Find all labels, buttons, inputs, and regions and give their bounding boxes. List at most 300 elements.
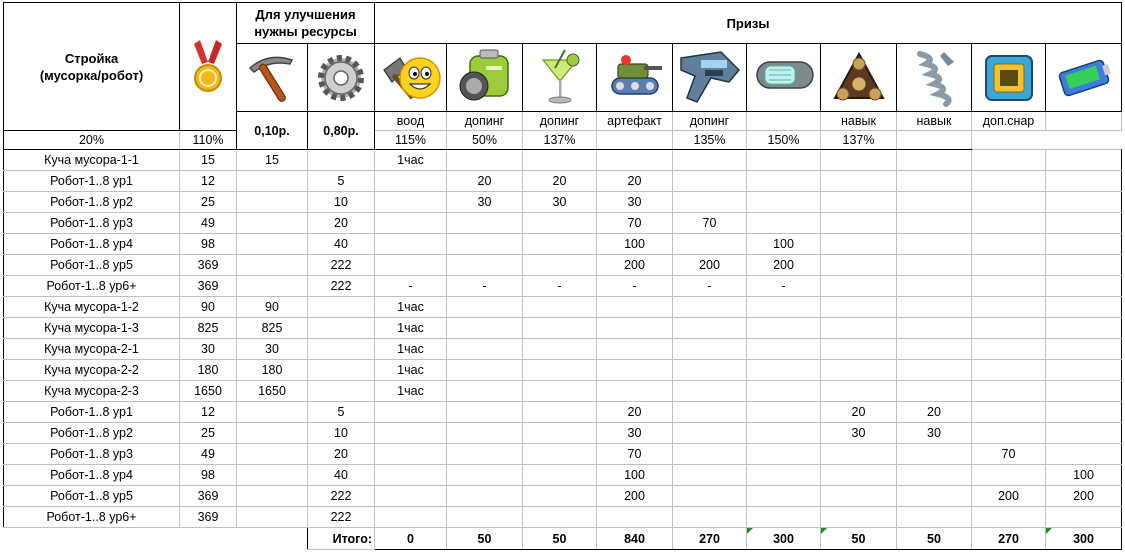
prize-value-cell: 70 (597, 213, 673, 234)
prize-value-cell (747, 297, 821, 318)
total-value-10: 300 (1046, 528, 1122, 550)
prize-value-cell (597, 360, 673, 381)
building-name-cell: Робот-1..8 ур5 (4, 255, 180, 276)
prize-value-cell (1046, 234, 1122, 255)
prize-value-cell (673, 192, 747, 213)
prize-value-cell (1046, 318, 1122, 339)
prize-value-cell (972, 318, 1046, 339)
prize-value-cell: 100 (597, 234, 673, 255)
prize-value-cell (447, 255, 523, 276)
prize-value-cell: - (375, 276, 447, 297)
prize-value-cell (897, 339, 972, 360)
prize-value-cell (1046, 192, 1122, 213)
resource-1-cell (237, 171, 308, 192)
table-row (4, 192, 1122, 213)
resource-1-cell (237, 234, 308, 255)
prize-value-cell (673, 507, 747, 528)
spreadsheet (3, 2, 1122, 550)
prize-value-cell: - (597, 276, 673, 297)
table-row (4, 297, 1122, 318)
price-resource-1: 0,10р. (237, 112, 308, 150)
prize-value-cell (447, 486, 523, 507)
resource-1-cell (237, 465, 308, 486)
prize-value-cell (821, 318, 897, 339)
cost-cell: 49 (180, 213, 237, 234)
building-name-cell: Куча мусора-1-3 (4, 318, 180, 339)
prize-value-cell (897, 234, 972, 255)
prize-value-cell (821, 255, 897, 276)
table-row (4, 318, 1122, 339)
prize-value-cell (972, 213, 1046, 234)
prize-value-cell: 200 (747, 255, 821, 276)
prize-value-cell (597, 318, 673, 339)
table-row (4, 234, 1122, 255)
prize-value-cell (821, 465, 897, 486)
resource-1-cell: 15 (237, 150, 308, 171)
prize-value-cell (523, 339, 597, 360)
prize-value-cell (673, 360, 747, 381)
building-name-cell: Робот-1..8 ур4 (4, 465, 180, 486)
table-row (4, 465, 1122, 486)
prize-value-cell (673, 402, 747, 423)
total-value-2: 50 (447, 528, 523, 550)
prize-value-cell: 30 (523, 192, 597, 213)
prize-name-8: навык (897, 112, 972, 131)
cost-cell: 1650 (180, 381, 237, 402)
prize-pct-2: 110% (180, 131, 237, 150)
resource-2-cell: 222 (308, 255, 375, 276)
prize-value-cell (673, 339, 747, 360)
prize-value-cell (821, 381, 897, 402)
prize-value-cell: 30 (597, 192, 673, 213)
building-name-cell: Робот-1..8 ур3 (4, 213, 180, 234)
prize-value-cell (897, 297, 972, 318)
building-name-cell: Робот-1..8 ур1 (4, 402, 180, 423)
prize-value-cell (897, 465, 972, 486)
resource-1-cell (237, 192, 308, 213)
resource-2-cell (308, 150, 375, 171)
prize-value-cell (747, 318, 821, 339)
prize-value-cell (1046, 507, 1122, 528)
prize-value-cell (597, 381, 673, 402)
resource-1-cell (237, 255, 308, 276)
prize-value-cell (747, 423, 821, 444)
prize-value-cell (897, 213, 972, 234)
prize-icon-cell-8 (897, 44, 972, 112)
table-row (4, 213, 1122, 234)
prize-value-cell (747, 360, 821, 381)
prize-name-5: допинг (673, 112, 747, 131)
prize-value-cell: 200 (1046, 486, 1122, 507)
prize-value-cell (897, 192, 972, 213)
prize-value-cell (375, 423, 447, 444)
prize-value-cell (447, 318, 523, 339)
resource-2-cell: 10 (308, 423, 375, 444)
prize-icon-cell-4 (597, 44, 673, 112)
prize-value-cell (972, 423, 1046, 444)
total-value-5: 270 (673, 528, 747, 550)
building-name-cell: Робот-1..8 ур2 (4, 192, 180, 213)
prize-pct-1: 20% (4, 131, 180, 150)
prize-icon-cell-3 (523, 44, 597, 112)
prize-value-cell (972, 360, 1046, 381)
prize-value-cell (821, 150, 897, 171)
prize-value-cell (897, 360, 972, 381)
resource-2-cell: 5 (308, 171, 375, 192)
total-value-4: 840 (597, 528, 673, 550)
prize-value-cell (897, 381, 972, 402)
total-value-7: 50 (821, 528, 897, 550)
prize-value-cell (747, 381, 821, 402)
building-name-cell: Робот-1..8 ур4 (4, 234, 180, 255)
prize-value-cell (972, 381, 1046, 402)
total-value-9: 270 (972, 528, 1046, 550)
prize-value-cell (375, 465, 447, 486)
building-name-cell: Робот-1..8 ур6+ (4, 507, 180, 528)
table-row (4, 339, 1122, 360)
resource-1-cell (237, 213, 308, 234)
prize-value-cell (523, 507, 597, 528)
prize-value-cell (972, 297, 1046, 318)
prize-name-6 (747, 112, 821, 131)
prize-value-cell (821, 339, 897, 360)
resource-2-cell: 20 (308, 213, 375, 234)
prize-value-cell (447, 444, 523, 465)
resource-2-cell: 222 (308, 486, 375, 507)
prize-table (3, 2, 1122, 550)
prize-value-cell: 1час (375, 339, 447, 360)
prize-value-cell (897, 276, 972, 297)
prize-value-cell (747, 486, 821, 507)
prize-value-cell: 30 (821, 423, 897, 444)
prize-value-cell: 200 (673, 255, 747, 276)
prize-value-cell (375, 192, 447, 213)
prize-value-cell (375, 171, 447, 192)
table-row (4, 507, 1122, 528)
prize-pct-3: 115% (375, 131, 447, 150)
prize-value-cell (821, 192, 897, 213)
resource-2-cell (308, 381, 375, 402)
prize-value-cell (1046, 423, 1122, 444)
spring-coil-icon (906, 48, 962, 108)
prize-value-cell (447, 381, 523, 402)
prize-value-cell (447, 339, 523, 360)
prize-name-7: навык (821, 112, 897, 131)
prize-value-cell (821, 486, 897, 507)
prize-value-cell: 30 (597, 423, 673, 444)
prize-value-cell: 20 (821, 402, 897, 423)
prize-value-cell (447, 402, 523, 423)
resource-2-cell: 40 (308, 234, 375, 255)
prize-value-cell (821, 507, 897, 528)
emoticon-shovel-icon (378, 48, 444, 108)
medal-icon (192, 36, 224, 98)
cost-cell: 12 (180, 402, 237, 423)
prize-value-cell: - (673, 276, 747, 297)
cocktail-glass-icon (535, 48, 585, 108)
resource-2-cell: 20 (308, 444, 375, 465)
resource-2-cell: 10 (308, 192, 375, 213)
prize-value-cell: - (523, 276, 597, 297)
prize-value-cell (972, 234, 1046, 255)
prize-value-cell: - (447, 276, 523, 297)
prize-value-cell (972, 192, 1046, 213)
cost-cell: 12 (180, 171, 237, 192)
cost-cell: 15 (180, 150, 237, 171)
total-value-6: 300 (747, 528, 821, 550)
prize-value-cell (821, 234, 897, 255)
prize-value-cell (972, 402, 1046, 423)
prize-value-cell (747, 171, 821, 192)
resource-2-cell (308, 360, 375, 381)
prize-pct-8: 150% (747, 131, 821, 150)
prize-value-cell: 30 (447, 192, 523, 213)
resource-2-cell (308, 297, 375, 318)
prize-value-cell (821, 444, 897, 465)
building-name-cell: Куча мусора-2-1 (4, 339, 180, 360)
prize-value-cell (821, 297, 897, 318)
resource-1-cell (237, 423, 308, 444)
totals-spacer (4, 528, 308, 550)
prize-value-cell (375, 234, 447, 255)
prize-value-cell (747, 507, 821, 528)
prize-value-cell (972, 171, 1046, 192)
building-name-cell: Куча мусора-1-2 (4, 297, 180, 318)
prize-name-10 (1046, 112, 1122, 131)
prize-value-cell (523, 297, 597, 318)
prize-value-cell (972, 465, 1046, 486)
prize-value-cell: 100 (1046, 465, 1122, 486)
prize-value-cell (523, 318, 597, 339)
cost-cell: 98 (180, 465, 237, 486)
prize-value-cell: 100 (747, 234, 821, 255)
cost-cell: 25 (180, 192, 237, 213)
triangle-gear-icon (831, 48, 887, 108)
prize-value-cell (897, 318, 972, 339)
table-row (4, 423, 1122, 444)
prize-value-cell (673, 234, 747, 255)
building-name-cell: Робот-1..8 ур1 (4, 171, 180, 192)
cost-cell: 90 (180, 297, 237, 318)
prize-value-cell (523, 402, 597, 423)
prize-value-cell (447, 465, 523, 486)
prize-value-cell: 1час (375, 297, 447, 318)
building-name-cell: Робот-1..8 ур3 (4, 444, 180, 465)
resources-header: Для улучшения нужны ресурсы (237, 3, 375, 44)
total-value-1: 0 (375, 528, 447, 550)
prize-value-cell (673, 423, 747, 444)
prize-value-cell (523, 486, 597, 507)
building-name-cell: Куча мусора-2-2 (4, 360, 180, 381)
cost-cell: 49 (180, 444, 237, 465)
prize-value-cell: 30 (897, 423, 972, 444)
resource-2-cell: 222 (308, 507, 375, 528)
prize-value-cell: 20 (447, 171, 523, 192)
prize-icon-cell-10 (1046, 44, 1122, 112)
prize-value-cell: 1час (375, 360, 447, 381)
prize-value-cell: 20 (897, 402, 972, 423)
prize-value-cell: 200 (597, 486, 673, 507)
resource-1-cell (237, 486, 308, 507)
prize-value-cell (523, 360, 597, 381)
green-battery-icon (454, 48, 516, 108)
resource-2-cell: 5 (308, 402, 375, 423)
building-name-cell: Робот-1..8 ур5 (4, 486, 180, 507)
prize-value-cell (375, 213, 447, 234)
table-row (4, 150, 1122, 171)
pickaxe-icon (244, 50, 300, 106)
resource-1-cell (237, 276, 308, 297)
prize-value-cell (447, 297, 523, 318)
prize-value-cell (597, 507, 673, 528)
gear-icon (314, 51, 368, 105)
resource-1-cell: 90 (237, 297, 308, 318)
resource-1-cell: 1650 (237, 381, 308, 402)
prize-name-4: артефакт (597, 112, 673, 131)
resource-1-cell: 825 (237, 318, 308, 339)
prize-value-cell (972, 255, 1046, 276)
cost-cell: 369 (180, 276, 237, 297)
prize-value-cell (747, 402, 821, 423)
prize-value-cell (523, 465, 597, 486)
prize-value-cell (673, 465, 747, 486)
prize-value-cell (375, 255, 447, 276)
prize-value-cell (897, 444, 972, 465)
resource-2-cell (308, 339, 375, 360)
prize-pct-7: 135% (673, 131, 747, 150)
cost-cell: 369 (180, 507, 237, 528)
resource-2-cell (308, 318, 375, 339)
cost-cell: 825 (180, 318, 237, 339)
table-row (4, 486, 1122, 507)
prizes-header: Призы (375, 3, 1122, 44)
prize-icon-cell-1 (375, 44, 447, 112)
prize-value-cell (1046, 402, 1122, 423)
price-resource-2: 0,80р. (308, 112, 375, 150)
prize-value-cell (897, 150, 972, 171)
prize-value-cell (1046, 339, 1122, 360)
cost-cell: 30 (180, 339, 237, 360)
prize-value-cell (673, 171, 747, 192)
prize-name-2: допинг (447, 112, 523, 131)
prize-value-cell (821, 360, 897, 381)
prize-value-cell: 200 (972, 486, 1046, 507)
resource-1-cell: 180 (237, 360, 308, 381)
prize-value-cell (523, 444, 597, 465)
prize-value-cell: 200 (597, 255, 673, 276)
prize-value-cell (747, 465, 821, 486)
prize-icon-cell-5 (673, 44, 747, 112)
prize-value-cell (523, 255, 597, 276)
prize-value-cell: 20 (597, 171, 673, 192)
prize-value-cell (1046, 297, 1122, 318)
table-row (4, 381, 1122, 402)
pickaxe-cell (237, 44, 308, 112)
building-column-header: Стройка (мусорка/робот) (4, 3, 180, 131)
prize-value-cell (375, 402, 447, 423)
total-value-3: 50 (523, 528, 597, 550)
prize-value-cell (673, 150, 747, 171)
prize-value-cell (523, 213, 597, 234)
table-row (4, 360, 1122, 381)
prize-pct-9: 137% (821, 131, 897, 150)
prize-value-cell (972, 507, 1046, 528)
building-name-cell: Робот-1..8 ур2 (4, 423, 180, 444)
prize-value-cell (447, 213, 523, 234)
prize-name-3: допинг (523, 112, 597, 131)
prize-value-cell (673, 444, 747, 465)
resource-1-cell (237, 444, 308, 465)
prize-value-cell (1046, 444, 1122, 465)
prize-icon-cell-7 (821, 44, 897, 112)
gear-cell (308, 44, 375, 112)
prize-value-cell (1046, 255, 1122, 276)
chip-device-icon (980, 48, 1038, 108)
prize-value-cell (1046, 213, 1122, 234)
armband-device-icon (751, 48, 817, 108)
prize-value-cell (597, 150, 673, 171)
prize-value-cell (897, 507, 972, 528)
cost-cell: 369 (180, 486, 237, 507)
prize-pct-10 (897, 131, 972, 150)
prize-value-cell: 100 (597, 465, 673, 486)
cost-cell: 180 (180, 360, 237, 381)
prize-value-cell (1046, 171, 1122, 192)
prize-value-cell (375, 486, 447, 507)
table-row (4, 444, 1122, 465)
resource-2-cell: 222 (308, 276, 375, 297)
prize-value-cell (523, 381, 597, 402)
prize-value-cell (447, 507, 523, 528)
prize-value-cell (1046, 360, 1122, 381)
prize-value-cell (747, 444, 821, 465)
prize-value-cell (673, 318, 747, 339)
prize-value-cell: 70 (972, 444, 1046, 465)
prize-value-cell (1046, 276, 1122, 297)
table-row (4, 171, 1122, 192)
prize-value-cell (897, 171, 972, 192)
tank-robot-icon (604, 48, 666, 108)
prize-value-cell: - (747, 276, 821, 297)
prize-value-cell (821, 171, 897, 192)
prize-value-cell: 1час (375, 150, 447, 171)
prize-value-cell (673, 381, 747, 402)
prize-value-cell (972, 150, 1046, 171)
table-row (4, 255, 1122, 276)
prize-value-cell (447, 423, 523, 444)
prize-icon-cell-9 (972, 44, 1046, 112)
prize-value-cell: 1час (375, 381, 447, 402)
prize-value-cell (447, 234, 523, 255)
prize-value-cell (523, 234, 597, 255)
prize-value-cell (375, 507, 447, 528)
prize-pct-6 (597, 131, 673, 150)
prize-value-cell (673, 486, 747, 507)
prize-value-cell: 70 (597, 444, 673, 465)
table-row (4, 276, 1122, 297)
energy-battery-icon (1053, 48, 1115, 108)
total-value-8: 50 (897, 528, 972, 550)
prize-value-cell (447, 360, 523, 381)
prize-pct-5: 137% (523, 131, 597, 150)
totals-row (4, 528, 1122, 550)
prize-value-cell (747, 339, 821, 360)
prize-pct-4: 50% (447, 131, 523, 150)
resource-1-cell (237, 507, 308, 528)
prize-value-cell (747, 150, 821, 171)
building-name-cell: Куча мусора-1-1 (4, 150, 180, 171)
prize-name-1: воод (375, 112, 447, 131)
